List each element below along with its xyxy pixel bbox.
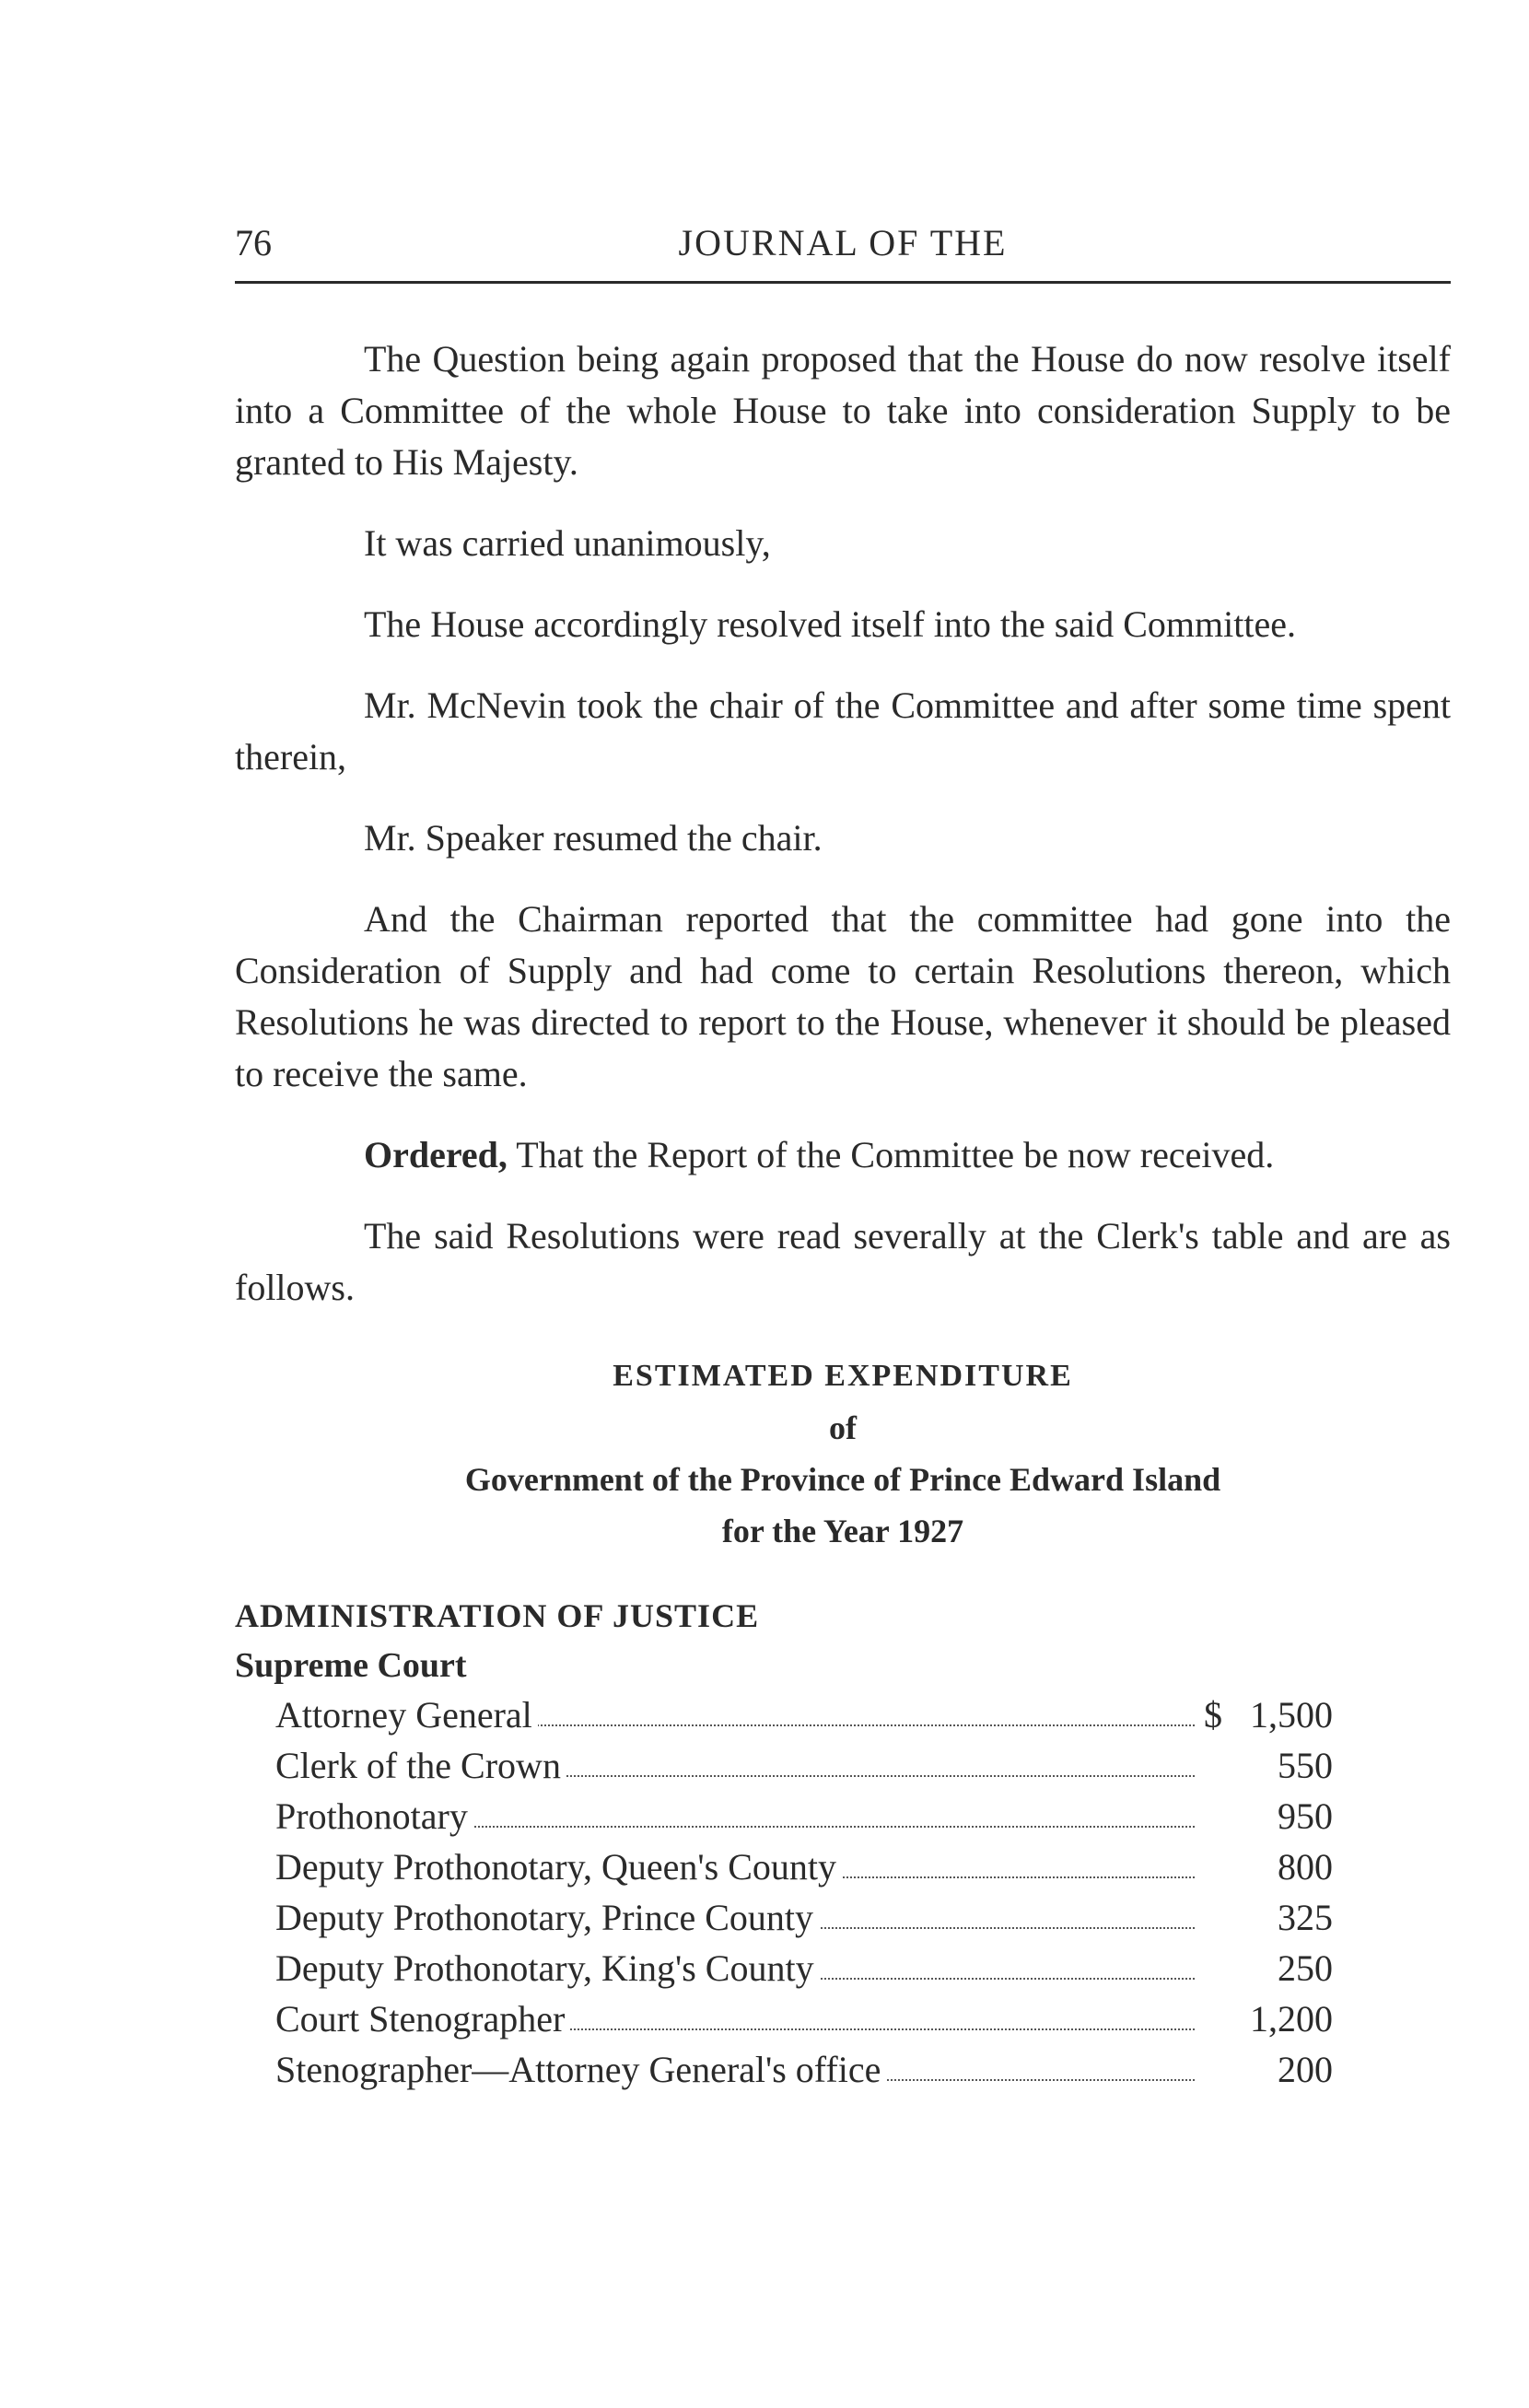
item-amount: 950 [1278, 1795, 1333, 1837]
expenditure-item [275, 1993, 1333, 2044]
estimate-year: for the Year 1927 [721, 1513, 964, 1549]
expenditure-list [235, 1689, 1451, 2095]
expenditure-item [275, 2044, 1333, 2095]
item-label: Court Stenographer [275, 1993, 570, 2044]
item-amount: 1,500 [1250, 1694, 1333, 1736]
item-label: Deputy Prothonotary, King's County [275, 1943, 820, 1993]
estimate-of: of [829, 1409, 857, 1446]
expenditure-item [275, 1791, 1333, 1841]
expenditure-item [275, 1740, 1333, 1791]
item-label: Clerk of the Crown [275, 1740, 566, 1791]
header-rule [235, 281, 1451, 284]
running-head: JOURNAL OF THE [678, 222, 1008, 263]
subsection-heading: Supreme Court [235, 1646, 467, 1685]
item-amount: 800 [1278, 1846, 1333, 1888]
expenditure-item [275, 1689, 1333, 1740]
item-amount: 550 [1278, 1745, 1333, 1786]
estimate-government: Government of the Province of Prince Edward Island [464, 1461, 1221, 1498]
item-label: Prothonotary [275, 1791, 473, 1841]
expenditure-item [275, 1892, 1333, 1943]
currency-sign: $ [1200, 1689, 1222, 1740]
expenditure-item [275, 1841, 1333, 1892]
paragraph-carried: It was carried unanimously, [364, 522, 771, 564]
item-amount: 200 [1278, 2049, 1333, 2090]
paragraph-report: And the Chairman reported that the committee had gone into the Consideration of Supply and had come to certain Resolutions thereon, which Resolutions he was directed to report to the House, whenever it should be pleased to receive the same. [235, 898, 1451, 1094]
paragraph-chair-taken: Mr. McNevin took the chair of the Committee and after some time spent therein, [235, 684, 1451, 777]
item-label: Deputy Prothonotary, Prince County [275, 1892, 819, 1943]
item-amount: 325 [1278, 1897, 1333, 1938]
paragraph-resolutions-read: The said Resolutions were read severally at the Clerk's table and are as follows. [235, 1215, 1451, 1308]
paragraph-speaker: Mr. Speaker resumed the chair. [364, 817, 823, 859]
item-amount: 250 [1278, 1947, 1333, 1989]
page-body [235, 333, 1451, 2095]
item-amount: 1,200 [1250, 1998, 1333, 2040]
item-label: Stenographer—Attorney General's office [275, 2044, 886, 2095]
paragraph-resolved: The House accordingly resolved itself into the said Committee. [364, 603, 1296, 645]
page-header [235, 210, 1451, 275]
item-label: Deputy Prothonotary, Queen's County [275, 1841, 842, 1892]
paragraph-question: The Question being again proposed that the House do now resolve itself into a Committee of the whole House to take into consideration Supply to be granted to His Majesty. [235, 338, 1451, 483]
ordered-text: That the Report of the Committee be now received. [516, 1134, 1275, 1175]
estimate-title: ESTIMATED EXPENDITURE [613, 1359, 1073, 1393]
page-number: 76 [235, 222, 272, 263]
section-heading: ADMINISTRATION OF JUSTICE [235, 1597, 760, 1634]
ordered-lead: Ordered, [364, 1134, 508, 1175]
paragraph-ordered [235, 1129, 1451, 1181]
item-label: Attorney General [275, 1689, 538, 1740]
expenditure-item [275, 1943, 1333, 1993]
